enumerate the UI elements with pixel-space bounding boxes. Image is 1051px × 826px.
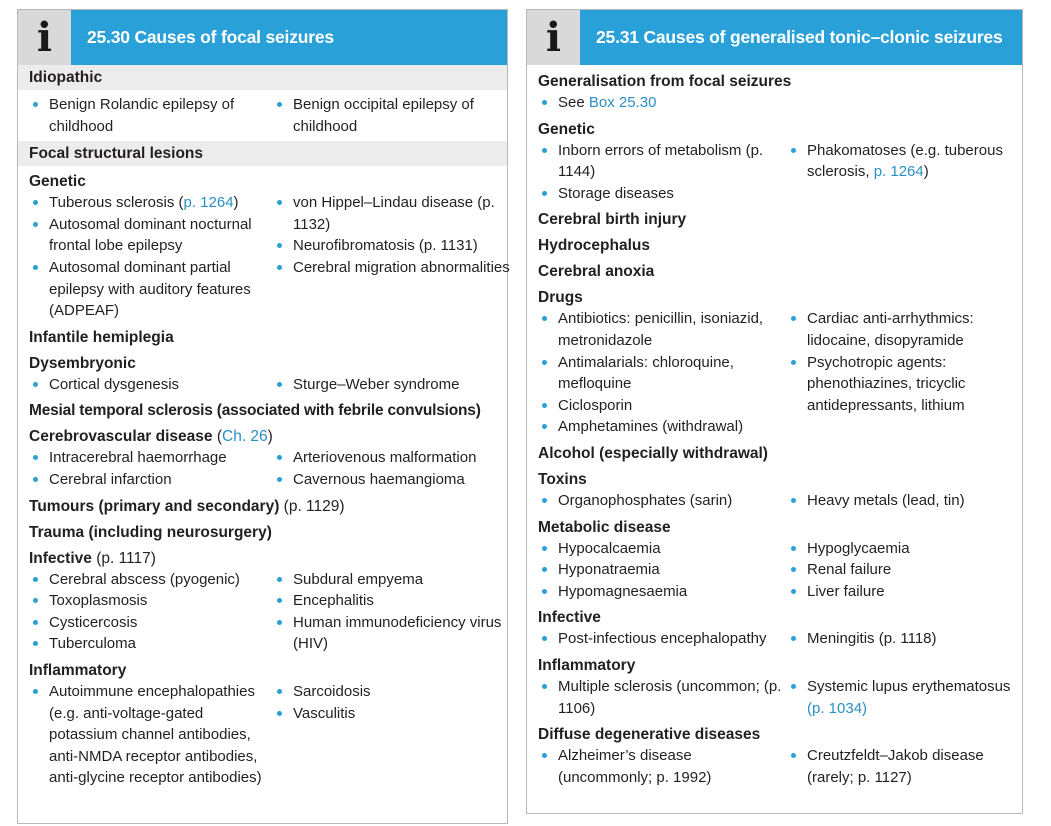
list-item: Amphetamines (withdrawal) (538, 416, 787, 438)
subsection-degenerative-heading: Diffuse degenerative diseases (538, 726, 761, 744)
list-item: Antibiotics: penicillin, isoniazid, metronidazole (538, 308, 787, 351)
list-item: Autosomal dominant nocturnal frontal lobe epilepsy (29, 214, 273, 257)
list-item: Tuberous sclerosis (p. 1264) (29, 192, 273, 214)
list-item: Cerebral abscess (pyogenic) (29, 569, 273, 591)
list-item: Sturge–Weber syndrome (273, 374, 521, 396)
info-icon: i (18, 10, 71, 65)
subsection-trauma-heading: Trauma (including neurosurgery) (29, 523, 272, 541)
list-item: Cavernous haemangioma (273, 469, 521, 491)
list-item: Multiple sclerosis (uncommon; (p. 1106) (538, 676, 787, 719)
list-item: Heavy metals (lead, tin) (787, 490, 1011, 512)
list-item: Sarcoidosis (273, 681, 521, 703)
list-item: Ciclosporin (538, 395, 787, 417)
list-item: Cortical dysgenesis (29, 374, 273, 396)
box-header (18, 10, 507, 65)
subsection-hydrocephalus-heading: Hydrocephalus (538, 237, 650, 255)
subsection-alcohol-heading: Alcohol (especially withdrawal) (538, 444, 768, 462)
list-item: Human immunodeficiency virus (HIV) (273, 612, 521, 655)
subsection-infective-heading: Infective (p. 1117) (29, 549, 156, 567)
box-header (527, 10, 1022, 65)
list-item: Phakomatoses (e.g. tuberous sclerosis, p. 1264) (787, 140, 1011, 183)
box-title: 25.31 Causes of generalised tonic–clonic seizures (596, 27, 1003, 47)
list-item: Creutzfeldt–Jakob disease (rarely; p. 1127) (787, 745, 1011, 788)
box-body (18, 65, 510, 789)
subsection-metabolic-heading: Metabolic disease (538, 518, 671, 536)
subsection-birth-injury-heading: Cerebral birth injury (538, 211, 687, 229)
list-item: Autoimmune encephalopathies (e.g. anti-voltage-gated potassium channel antibodies, anti-NMDA receptor antibodies, anti-glycine receptor antibodies) (29, 681, 273, 789)
list-item: Neurofibromatosis (p. 1131) (273, 235, 521, 257)
info-icon: i (527, 10, 580, 65)
page-link[interactable]: p. 1264 (183, 194, 234, 212)
list-item: Storage diseases (538, 183, 787, 205)
list-item: Arteriovenous malformation (273, 447, 521, 469)
subsection-tumours-heading: Tumours (primary and secondary) (p. 1129) (29, 497, 345, 515)
list-item: Cerebral migration abnormalities (273, 257, 521, 279)
subsection-genetic-heading: Genetic (538, 120, 595, 138)
list-item: Toxoplasmosis (29, 590, 273, 612)
list-item: Cysticercosis (29, 612, 273, 634)
chapter-link[interactable]: Ch. 26 (222, 428, 268, 446)
list-item: Hypocalcaemia (538, 538, 787, 560)
list-item: Encephalitis (273, 590, 521, 612)
subsection-drugs-heading: Drugs (538, 289, 583, 307)
page-link[interactable]: p. 1264 (873, 163, 924, 181)
list-item: Post-infectious encephalopathy (538, 628, 787, 650)
subsection-cerebrovascular-heading: Cerebrovascular disease (Ch. 26) (29, 428, 273, 446)
subsection-dysembryonic-heading: Dysembryonic (29, 354, 136, 372)
list-item: Tuberculoma (29, 633, 273, 655)
subsection-generalisation-heading: Generalisation from focal seizures (538, 73, 792, 90)
subsection-infective-heading: Infective (538, 609, 601, 627)
list-item: Benign Rolandic epilepsy of childhood (29, 94, 273, 137)
list-item: Cerebral infarction (29, 469, 273, 491)
subsection-inflammatory-heading: Inflammatory (538, 656, 636, 674)
box-title: 25.30 Causes of focal seizures (87, 27, 334, 47)
list-item: Meningitis (p. 1118) (787, 628, 1011, 650)
list-item: von Hippel–Lindau disease (p. 1132) (273, 192, 521, 235)
list-item: Systemic lupus erythematosus (p. 1034) (787, 676, 1011, 719)
box-causes-focal-seizures (17, 9, 508, 824)
list-item: Vasculitis (273, 703, 521, 725)
section-idiopathic-heading: Idiopathic (18, 65, 507, 90)
list-item: Hypoglycaemia (787, 538, 1011, 560)
list-item: Antimalarials: chloroquine, mefloquine (538, 352, 787, 395)
subsection-anoxia-heading: Cerebral anoxia (538, 263, 655, 281)
list-item: Liver failure (787, 581, 1011, 603)
list-item: Psychotropic agents: phenothiazines, tricyclic antidepressants, lithium (787, 352, 1011, 417)
list-item: Inborn errors of metabolism (p. 1144) (538, 140, 787, 183)
list-item: Hyponatraemia (538, 559, 787, 581)
list-item: Hypomagnesaemia (538, 581, 787, 603)
list-item: Subdural empyema (273, 569, 521, 591)
list-item: Alzheimer’s disease (uncommonly; p. 1992) (538, 745, 787, 788)
list-item: Autosomal dominant partial epilepsy with auditory features (ADPEAF) (29, 257, 273, 322)
list-item: See Box 25.30 (538, 92, 1011, 114)
subsection-infantile-heading: Infantile hemiplegia (29, 328, 174, 346)
subsection-toxins-heading: Toxins (538, 470, 587, 488)
subsection-inflammatory-heading: Inflammatory (29, 661, 127, 679)
box-body (527, 65, 1022, 788)
subsection-mesial-heading: Mesial temporal sclerosis (associated with febrile convulsions) (29, 402, 481, 420)
list-item: Organophosphates (sarin) (538, 490, 787, 512)
list-item: Benign occipital epilepsy of childhood (273, 94, 521, 137)
subsection-genetic-heading: Genetic (29, 173, 86, 191)
box-causes-generalised-seizures (526, 9, 1023, 814)
list-item: Renal failure (787, 559, 1011, 581)
list-item: Intracerebral haemorrhage (29, 447, 273, 469)
section-focal-structural-heading: Focal structural lesions (18, 141, 507, 166)
page-link[interactable]: (p. 1034) (807, 699, 868, 717)
list-item: Cardiac anti-arrhythmics: lidocaine, disopyramide (787, 308, 1011, 351)
box-link[interactable]: Box 25.30 (588, 94, 657, 111)
